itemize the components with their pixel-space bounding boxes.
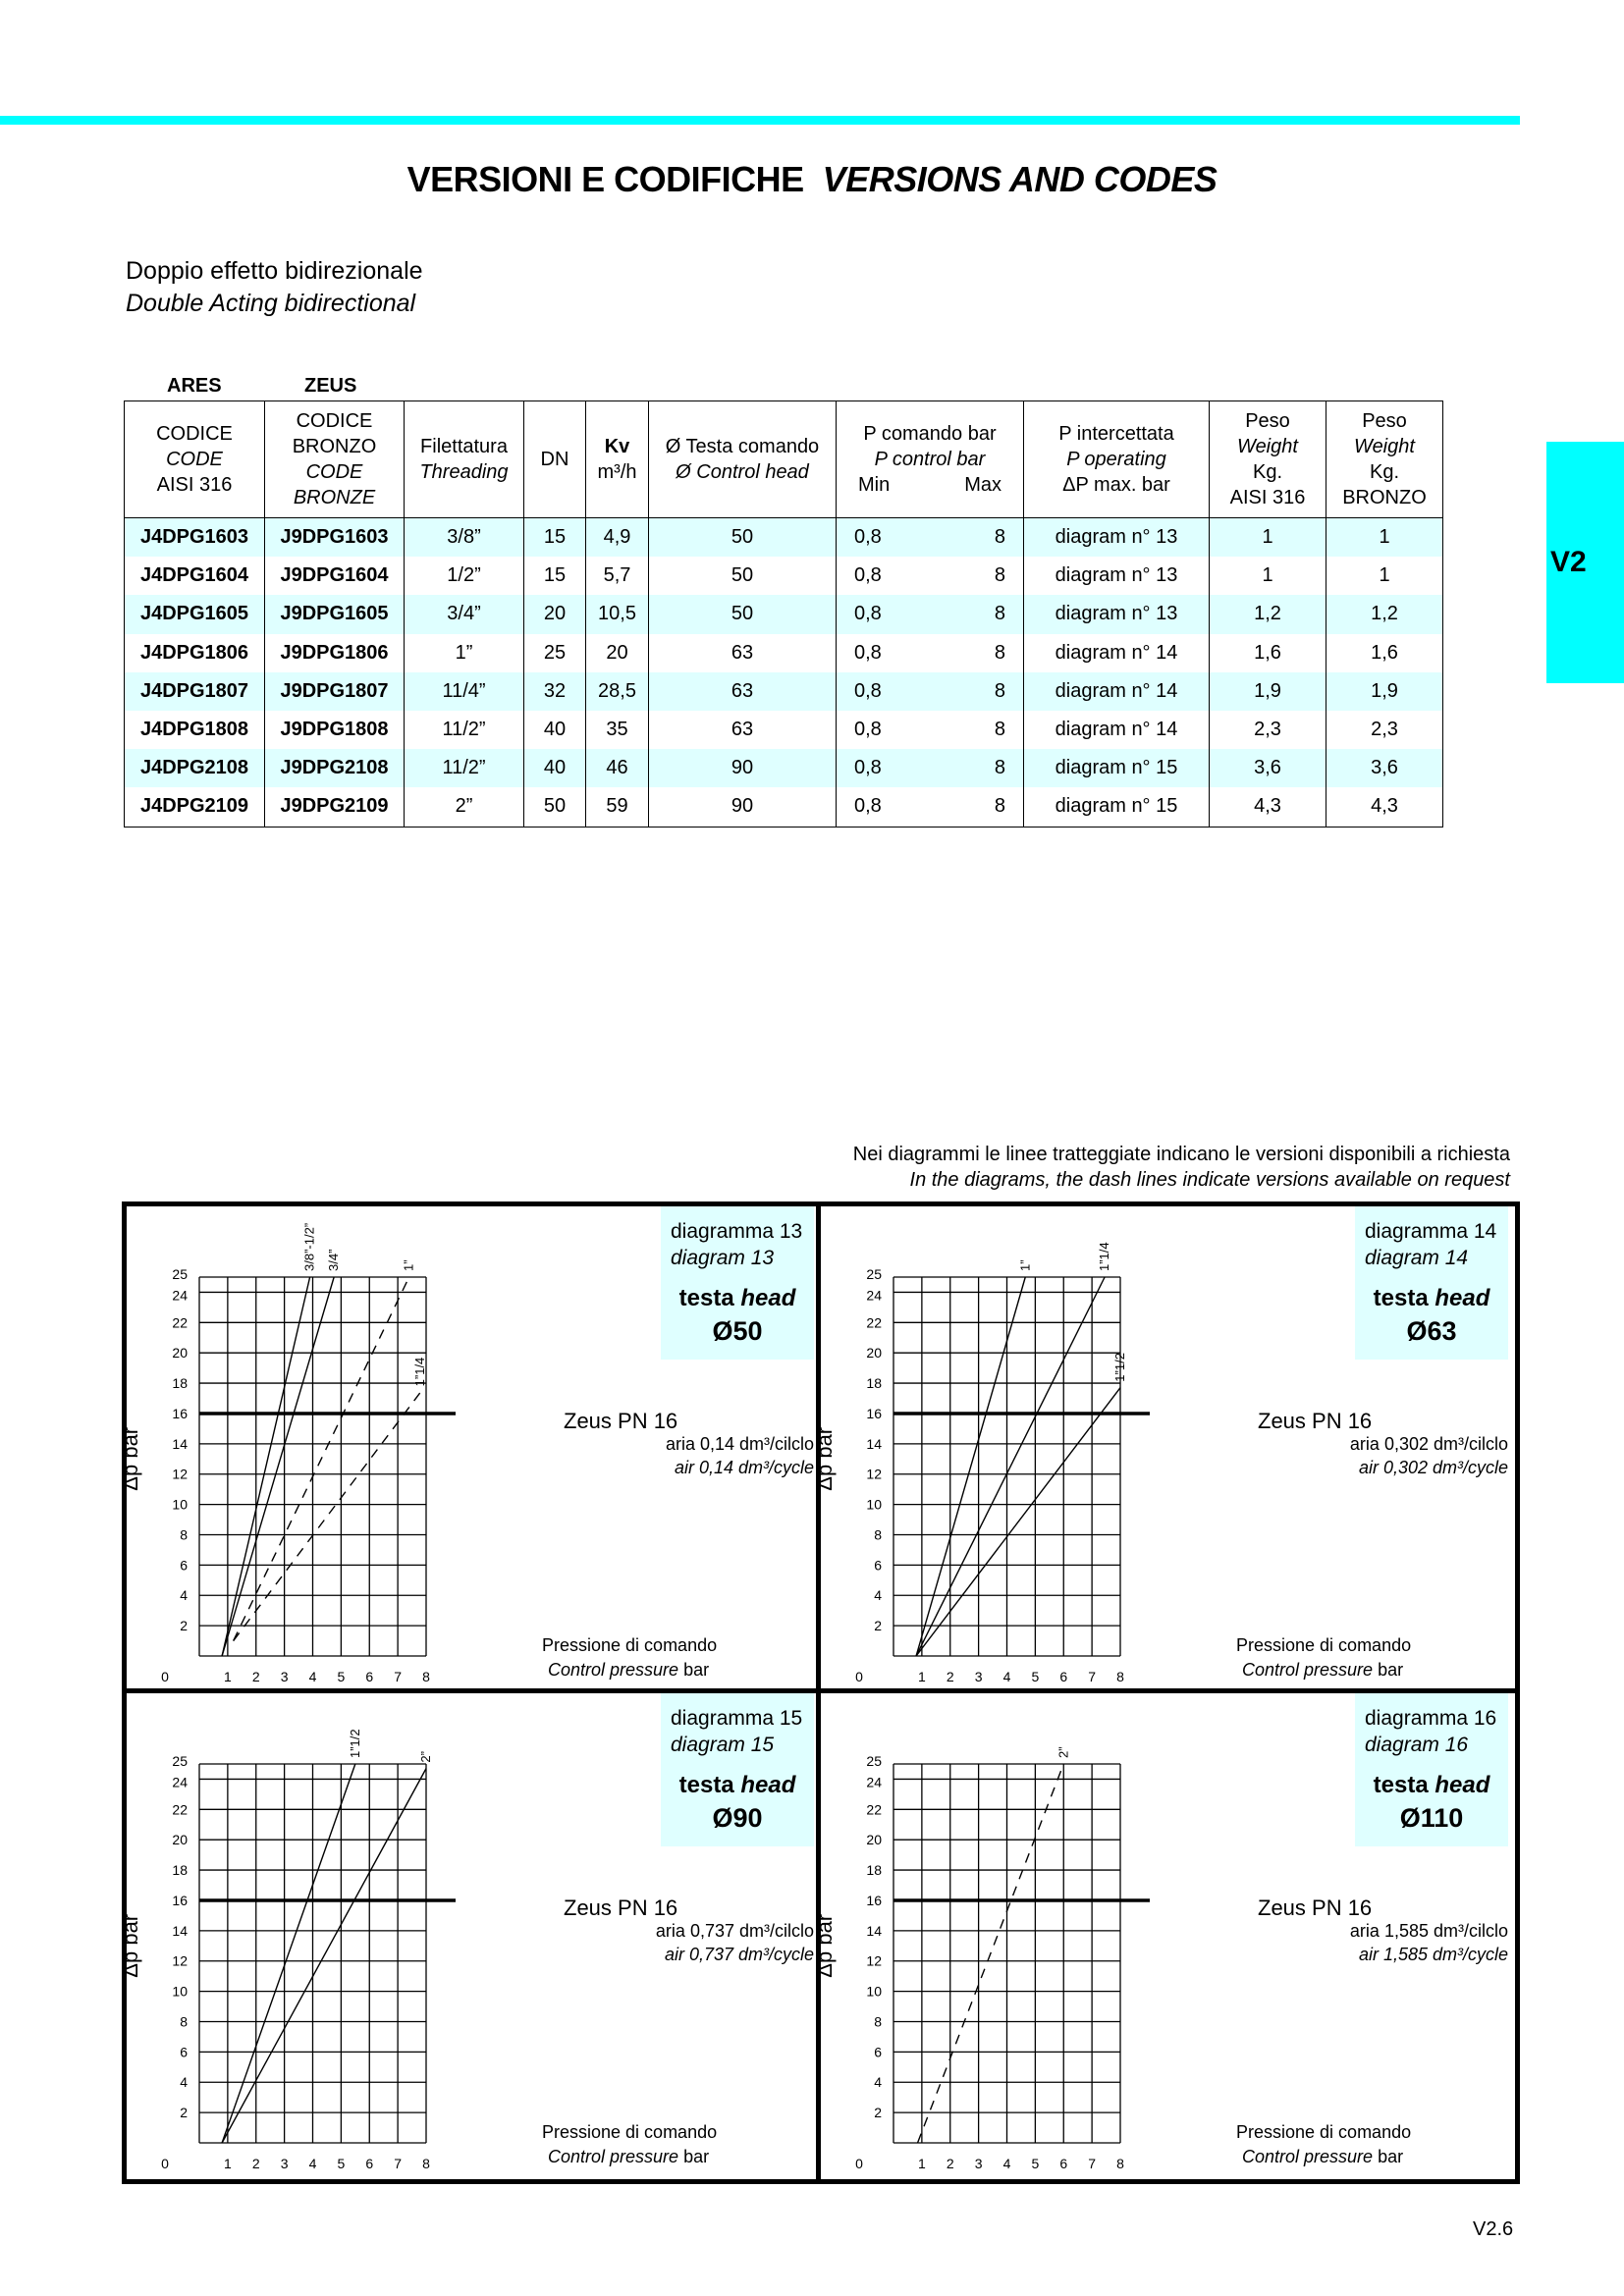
y-tick-label: 20 (866, 1832, 882, 1848)
cell-diagram: diagram n° 15 (1024, 787, 1210, 827)
cell-head: 63 (649, 634, 837, 672)
series-line (234, 1277, 409, 1641)
cell-kv: 4,9 (586, 518, 649, 558)
series-label: 1”1/4 (1097, 1242, 1112, 1271)
y-tick-label: 16 (866, 1405, 882, 1421)
air-consumption-en: air 1,585 dm³/cycle (1358, 1945, 1508, 1964)
cell-p-control (837, 711, 1024, 749)
cell-p-min: 0,8 (854, 564, 882, 587)
y-tick-label: 4 (874, 1587, 882, 1604)
cell-w-aisi: 1,2 (1210, 595, 1326, 633)
cell-dn: 15 (524, 557, 586, 595)
diagram-title: diagramma 13 (671, 1220, 803, 1243)
cell-kv: 28,5 (586, 672, 649, 711)
x-tick-label: 1 (223, 1669, 232, 1684)
x-axis-label-en: Control pressure bar (1242, 1660, 1404, 1680)
diagram-title-en: diagram 14 (1365, 1247, 1469, 1269)
cell-w-aisi: 1,6 (1210, 634, 1326, 672)
y-tick-label: 2 (874, 1618, 882, 1634)
x-axis-label: Pressione di comando (542, 1635, 718, 1655)
brand-label-ares: ARES (167, 375, 222, 397)
y-tick-label: 4 (180, 1587, 188, 1604)
table-row (125, 672, 1443, 711)
y-tick-label: 25 (172, 1266, 188, 1282)
x-tick-label: 2 (251, 1669, 260, 1684)
cell-head: 50 (649, 518, 837, 558)
y-tick-label: 14 (172, 1435, 188, 1452)
x-tick-label: 5 (1031, 2156, 1040, 2171)
section-tab (1546, 442, 1624, 683)
air-consumption-it: aria 0,302 dm³/cilclo (1349, 1434, 1508, 1454)
x-tick-label: 7 (394, 1669, 403, 1684)
x-tick-label: 2 (946, 1669, 954, 1684)
x-tick-label: 3 (280, 2156, 289, 2171)
diagram-info-box (1355, 1693, 1508, 1846)
x-tick-label: 6 (365, 2156, 374, 2171)
x-tick-label: 5 (337, 1669, 346, 1684)
head-label: testa head (678, 1772, 796, 1798)
page-title-en: VERSIONS AND CODES (822, 159, 1218, 199)
table-row (125, 711, 1443, 749)
x-axis-label-en: Control pressure bar (548, 2147, 710, 2166)
x-tick-label: 6 (1059, 1669, 1068, 1684)
x-tick-label: 4 (308, 2156, 317, 2171)
x-axis-label: Pressione di comando (1236, 1635, 1412, 1655)
y-tick-label: 18 (866, 1375, 882, 1392)
x-tick-label: 7 (1088, 2156, 1097, 2171)
air-consumption-en: air 0,14 dm³/cycle (674, 1458, 814, 1477)
cell-kv: 10,5 (586, 595, 649, 633)
cell-code-bronze: J9DPG1807 (265, 672, 405, 711)
series-label: 1”1/2 (1112, 1353, 1127, 1382)
x-tick-label: 7 (1088, 1669, 1097, 1684)
y-tick-label: 14 (866, 1435, 882, 1452)
cell-head: 90 (649, 787, 837, 827)
x-tick-label: 4 (308, 1669, 317, 1684)
y-tick-label: 22 (866, 1801, 882, 1818)
cell-w-bronze: 2,3 (1326, 711, 1443, 749)
cell-dn: 20 (524, 595, 586, 633)
cell-threading: 3/8” (405, 518, 524, 558)
cell-w-aisi: 1 (1210, 518, 1326, 558)
cell-code-bronze: J9DPG1605 (265, 595, 405, 633)
head-size: Ø50 (712, 1316, 763, 1346)
y-axis-label: Δp bar (118, 1913, 142, 1978)
cell-head: 50 (649, 557, 837, 595)
page-number: V2.6 (1473, 2218, 1514, 2240)
cell-kv: 5,7 (586, 557, 649, 595)
cell-threading: 1” (405, 634, 524, 672)
air-consumption-it: aria 0,737 dm³/cilclo (655, 1921, 814, 1941)
series-line (222, 1277, 334, 1656)
diagram-panel-16 (812, 1693, 1508, 2174)
y-tick-label: 4 (180, 2074, 188, 2091)
y-tick-label: 8 (874, 1526, 882, 1543)
y-axis-label: Δp bar (812, 1913, 837, 1978)
cell-dn: 25 (524, 634, 586, 672)
series-line (916, 1388, 1120, 1656)
cell-p-max: 8 (994, 526, 1005, 549)
cell-kv: 59 (586, 787, 649, 827)
diagram-title-en: diagram 16 (1365, 1734, 1469, 1756)
cell-diagram: diagram n° 14 (1024, 634, 1210, 672)
header-accent-bar (0, 116, 1520, 125)
series-label: 1” (401, 1259, 416, 1271)
cell-threading: 11/2” (405, 749, 524, 787)
y-tick-label: 12 (866, 1952, 882, 1969)
brand-label-zeus: ZEUS (304, 375, 357, 397)
table-header-row (125, 401, 1443, 518)
cell-code-bronze: J9DPG2109 (265, 787, 405, 827)
table-row (125, 595, 1443, 633)
col-weight-aisi: Peso Weight Kg. AISI 316 (1210, 401, 1326, 518)
col-weight-bronze: Peso Weight Kg. BRONZO (1326, 401, 1443, 518)
cell-kv: 46 (586, 749, 649, 787)
section-tab-label: V2 (1550, 546, 1587, 578)
series-line (916, 1277, 1105, 1656)
y-tick-label: 18 (172, 1862, 188, 1879)
table-row (125, 787, 1443, 827)
cell-w-bronze: 3,6 (1326, 749, 1443, 787)
x-tick-label: 4 (1002, 2156, 1011, 2171)
y-tick-label: 25 (866, 1266, 882, 1282)
x-tick-label: 7 (394, 2156, 403, 2171)
cell-w-aisi: 1,9 (1210, 672, 1326, 711)
x-tick-label: 0 (161, 1669, 169, 1684)
cell-code-bronze: J9DPG1806 (265, 634, 405, 672)
cell-head: 63 (649, 672, 837, 711)
col-control-head: Ø Testa comando Ø Control head (649, 401, 837, 518)
y-axis-label: Δp bar (812, 1426, 837, 1491)
series-line (234, 1392, 421, 1640)
page-title-it: VERSIONI E CODIFICHE (406, 159, 804, 199)
col-p-operating: P intercettata P operating ΔP max. bar (1024, 401, 1210, 518)
x-axis-label: Pressione di comando (1236, 2122, 1412, 2142)
reference-line-label: Zeus PN 16 (564, 1895, 678, 1920)
cell-head: 63 (649, 711, 837, 749)
cell-p-max: 8 (994, 564, 1005, 587)
cell-code-bronze: J9DPG1604 (265, 557, 405, 595)
head-size: Ø90 (712, 1803, 763, 1833)
diagram-panel-15 (118, 1693, 814, 2174)
x-tick-label: 8 (1116, 2156, 1124, 2171)
col-code-bronze: CODICE BRONZO CODE BRONZE (265, 401, 405, 518)
cell-threading: 11/2” (405, 711, 524, 749)
cell-code-aisi: J4DPG2109 (125, 787, 265, 827)
y-axis-label: Δp bar (118, 1426, 142, 1491)
y-tick-label: 2 (180, 1618, 188, 1634)
cell-p-control (837, 595, 1024, 633)
cell-head: 90 (649, 749, 837, 787)
x-axis-label-en: Control pressure bar (1242, 2147, 1404, 2166)
y-tick-label: 6 (874, 1557, 882, 1574)
diagram-title: diagramma 16 (1365, 1707, 1497, 1730)
series-label: 2” (418, 1751, 433, 1763)
y-tick-label: 16 (172, 1405, 188, 1421)
col-kv: Kv m³/h (586, 401, 649, 518)
cell-w-bronze: 1 (1326, 518, 1443, 558)
cell-p-max: 8 (994, 795, 1005, 818)
cell-w-aisi: 1 (1210, 557, 1326, 595)
y-tick-label: 16 (172, 1892, 188, 1908)
cell-p-max: 8 (994, 719, 1005, 741)
x-tick-label: 6 (1059, 2156, 1068, 2171)
y-tick-label: 6 (180, 1557, 188, 1574)
cell-diagram: diagram n° 13 (1024, 557, 1210, 595)
cell-p-max: 8 (994, 641, 1005, 664)
cell-diagram: diagram n° 14 (1024, 711, 1210, 749)
series-line (918, 1764, 1064, 2143)
head-size: Ø110 (1399, 1803, 1464, 1833)
cell-code-aisi: J4DPG2108 (125, 749, 265, 787)
y-tick-label: 14 (866, 1922, 882, 1939)
x-tick-label: 0 (855, 1669, 863, 1684)
cell-threading: 1/2” (405, 557, 524, 595)
air-consumption-it: aria 0,14 dm³/cilclo (665, 1434, 814, 1454)
x-tick-label: 4 (1002, 1669, 1011, 1684)
table-row (125, 557, 1443, 595)
cell-head: 50 (649, 595, 837, 633)
air-consumption-en: air 0,302 dm³/cycle (1358, 1458, 1508, 1477)
subtitle-it: Doppio effetto bidirezionale (126, 257, 423, 285)
diagram-title: diagramma 14 (1365, 1220, 1497, 1243)
y-tick-label: 6 (180, 2044, 188, 2060)
cell-code-bronze: J9DPG1808 (265, 711, 405, 749)
cell-p-min: 0,8 (854, 679, 882, 702)
cell-p-min: 0,8 (854, 719, 882, 741)
y-tick-label: 12 (172, 1466, 188, 1482)
series-label: 1” (1017, 1259, 1033, 1271)
cell-w-bronze: 1 (1326, 557, 1443, 595)
x-tick-label: 1 (917, 1669, 926, 1684)
cell-kv: 35 (586, 711, 649, 749)
cell-w-aisi: 2,3 (1210, 711, 1326, 749)
x-tick-label: 8 (422, 1669, 430, 1684)
cell-dn: 15 (524, 518, 586, 558)
cell-threading: 3/4” (405, 595, 524, 633)
y-tick-label: 25 (866, 1753, 882, 1769)
x-axis-label-en: Control pressure bar (548, 1660, 710, 1680)
y-tick-label: 18 (172, 1375, 188, 1392)
diagram-panel-14 (812, 1206, 1508, 1687)
head-label: testa head (678, 1285, 796, 1311)
head-label: testa head (1373, 1285, 1490, 1311)
col-code-aisi: CODICE CODE AISI 316 (125, 401, 265, 518)
series-label: 1”1/4 (412, 1357, 428, 1387)
series-line (222, 1769, 426, 2143)
y-tick-label: 8 (180, 2013, 188, 2030)
table-row (125, 634, 1443, 672)
table-row (125, 518, 1443, 558)
x-axis-label: Pressione di comando (542, 2122, 718, 2142)
cell-p-control (837, 518, 1024, 558)
y-tick-label: 20 (172, 1832, 188, 1848)
y-tick-label: 4 (874, 2074, 882, 2091)
x-tick-label: 8 (422, 2156, 430, 2171)
col-threading: Filettatura Threading (405, 401, 524, 518)
cell-p-min: 0,8 (854, 641, 882, 664)
y-tick-label: 18 (866, 1862, 882, 1879)
y-tick-label: 8 (874, 2013, 882, 2030)
series-label: 2” (1056, 1746, 1071, 1758)
cell-p-control (837, 787, 1024, 827)
cell-p-control (837, 672, 1024, 711)
diagrams-note-en: In the diagrams, the dash lines indicate versions available on request (909, 1169, 1510, 1191)
cell-p-control (837, 749, 1024, 787)
reference-line-label: Zeus PN 16 (1258, 1895, 1373, 1920)
y-tick-label: 22 (866, 1314, 882, 1331)
series-line (222, 1277, 310, 1656)
cell-w-aisi: 3,6 (1210, 749, 1326, 787)
y-tick-label: 24 (172, 1287, 188, 1304)
cell-w-bronze: 1,6 (1326, 634, 1443, 672)
cell-p-min: 0,8 (854, 526, 882, 549)
y-tick-label: 16 (866, 1892, 882, 1908)
cell-w-bronze: 4,3 (1326, 787, 1443, 827)
cell-code-aisi: J4DPG1808 (125, 711, 265, 749)
diagram-title: diagramma 15 (671, 1707, 803, 1730)
subtitle-en: Double Acting bidirectional (126, 290, 416, 317)
air-consumption-it: aria 1,585 dm³/cilclo (1349, 1921, 1508, 1941)
cell-code-aisi: J4DPG1806 (125, 634, 265, 672)
diagram-info-box (661, 1693, 814, 1846)
x-tick-label: 2 (946, 2156, 954, 2171)
series-line (222, 1764, 355, 2143)
cell-diagram: diagram n° 13 (1024, 595, 1210, 633)
y-tick-label: 10 (866, 1496, 882, 1513)
cell-p-min: 0,8 (854, 603, 882, 625)
cell-code-bronze: J9DPG1603 (265, 518, 405, 558)
y-tick-label: 24 (172, 1774, 188, 1790)
cell-code-aisi: J4DPG1604 (125, 557, 265, 595)
cell-diagram: diagram n° 13 (1024, 518, 1210, 558)
cell-p-control (837, 634, 1024, 672)
table-row (125, 749, 1443, 787)
x-tick-label: 2 (251, 2156, 260, 2171)
diagram-title-en: diagram 13 (671, 1247, 775, 1269)
y-tick-label: 2 (180, 2105, 188, 2121)
y-tick-label: 10 (866, 1983, 882, 2000)
cell-dn: 40 (524, 711, 586, 749)
page-title (0, 159, 1624, 200)
cell-w-bronze: 1,9 (1326, 672, 1443, 711)
reference-line-label: Zeus PN 16 (1258, 1408, 1373, 1433)
cell-diagram: diagram n° 15 (1024, 749, 1210, 787)
diagram-title-en: diagram 15 (671, 1734, 775, 1756)
diagram-info-box (661, 1206, 814, 1360)
cell-code-aisi: J4DPG1807 (125, 672, 265, 711)
y-tick-label: 24 (866, 1287, 882, 1304)
y-tick-label: 6 (874, 2044, 882, 2060)
x-tick-label: 0 (161, 2156, 169, 2171)
y-tick-label: 20 (172, 1345, 188, 1362)
y-tick-label: 14 (172, 1922, 188, 1939)
cell-threading: 11/4” (405, 672, 524, 711)
x-tick-label: 6 (365, 1669, 374, 1684)
diagrams-note-it: Nei diagrammi le linee tratteggiate indicano le versioni disponibili a richiesta (852, 1144, 1510, 1165)
cell-threading: 2” (405, 787, 524, 827)
series-label: 3/8”-1/2” (301, 1222, 317, 1271)
x-tick-label: 0 (855, 2156, 863, 2171)
diagram-info-box (1355, 1206, 1508, 1360)
cell-p-min: 0,8 (854, 795, 882, 818)
cell-w-bronze: 1,2 (1326, 595, 1443, 633)
col-dn: DN (524, 401, 586, 518)
series-line (916, 1277, 1025, 1656)
cell-code-bronze: J9DPG2108 (265, 749, 405, 787)
y-tick-label: 24 (866, 1774, 882, 1790)
y-tick-label: 22 (172, 1314, 188, 1331)
y-tick-label: 10 (172, 1983, 188, 2000)
x-tick-label: 8 (1116, 1669, 1124, 1684)
x-tick-label: 3 (280, 1669, 289, 1684)
x-tick-label: 5 (337, 2156, 346, 2171)
cell-p-control (837, 557, 1024, 595)
reference-line-label: Zeus PN 16 (564, 1408, 678, 1433)
cell-p-max: 8 (994, 757, 1005, 779)
x-tick-label: 3 (974, 1669, 983, 1684)
cell-p-max: 8 (994, 679, 1005, 702)
y-tick-label: 12 (172, 1952, 188, 1969)
y-tick-label: 25 (172, 1753, 188, 1769)
head-size: Ø63 (1406, 1316, 1457, 1346)
cell-code-aisi: J4DPG1605 (125, 595, 265, 633)
cell-dn: 50 (524, 787, 586, 827)
y-tick-label: 10 (172, 1496, 188, 1513)
x-tick-label: 1 (917, 2156, 926, 2171)
cell-kv: 20 (586, 634, 649, 672)
cell-p-min: 0,8 (854, 757, 882, 779)
cell-diagram: diagram n° 14 (1024, 672, 1210, 711)
series-label: 1”1/2 (347, 1729, 362, 1758)
x-tick-label: 1 (223, 2156, 232, 2171)
y-tick-label: 22 (172, 1801, 188, 1818)
cell-code-aisi: J4DPG1603 (125, 518, 265, 558)
y-tick-label: 8 (180, 1526, 188, 1543)
cell-p-max: 8 (994, 603, 1005, 625)
y-tick-label: 20 (866, 1345, 882, 1362)
cell-dn: 40 (524, 749, 586, 787)
air-consumption-en: air 0,737 dm³/cycle (664, 1945, 814, 1964)
cell-dn: 32 (524, 672, 586, 711)
y-tick-label: 12 (866, 1466, 882, 1482)
series-label: 3/4” (326, 1249, 342, 1271)
diagram-panel-13 (118, 1206, 814, 1687)
cell-w-aisi: 4,3 (1210, 787, 1326, 827)
head-label: testa head (1373, 1772, 1490, 1798)
codes-table (124, 400, 1443, 828)
y-tick-label: 2 (874, 2105, 882, 2121)
x-tick-label: 3 (974, 2156, 983, 2171)
x-tick-label: 5 (1031, 1669, 1040, 1684)
col-p-control: P comando bar P control bar Min Max (837, 401, 1024, 518)
